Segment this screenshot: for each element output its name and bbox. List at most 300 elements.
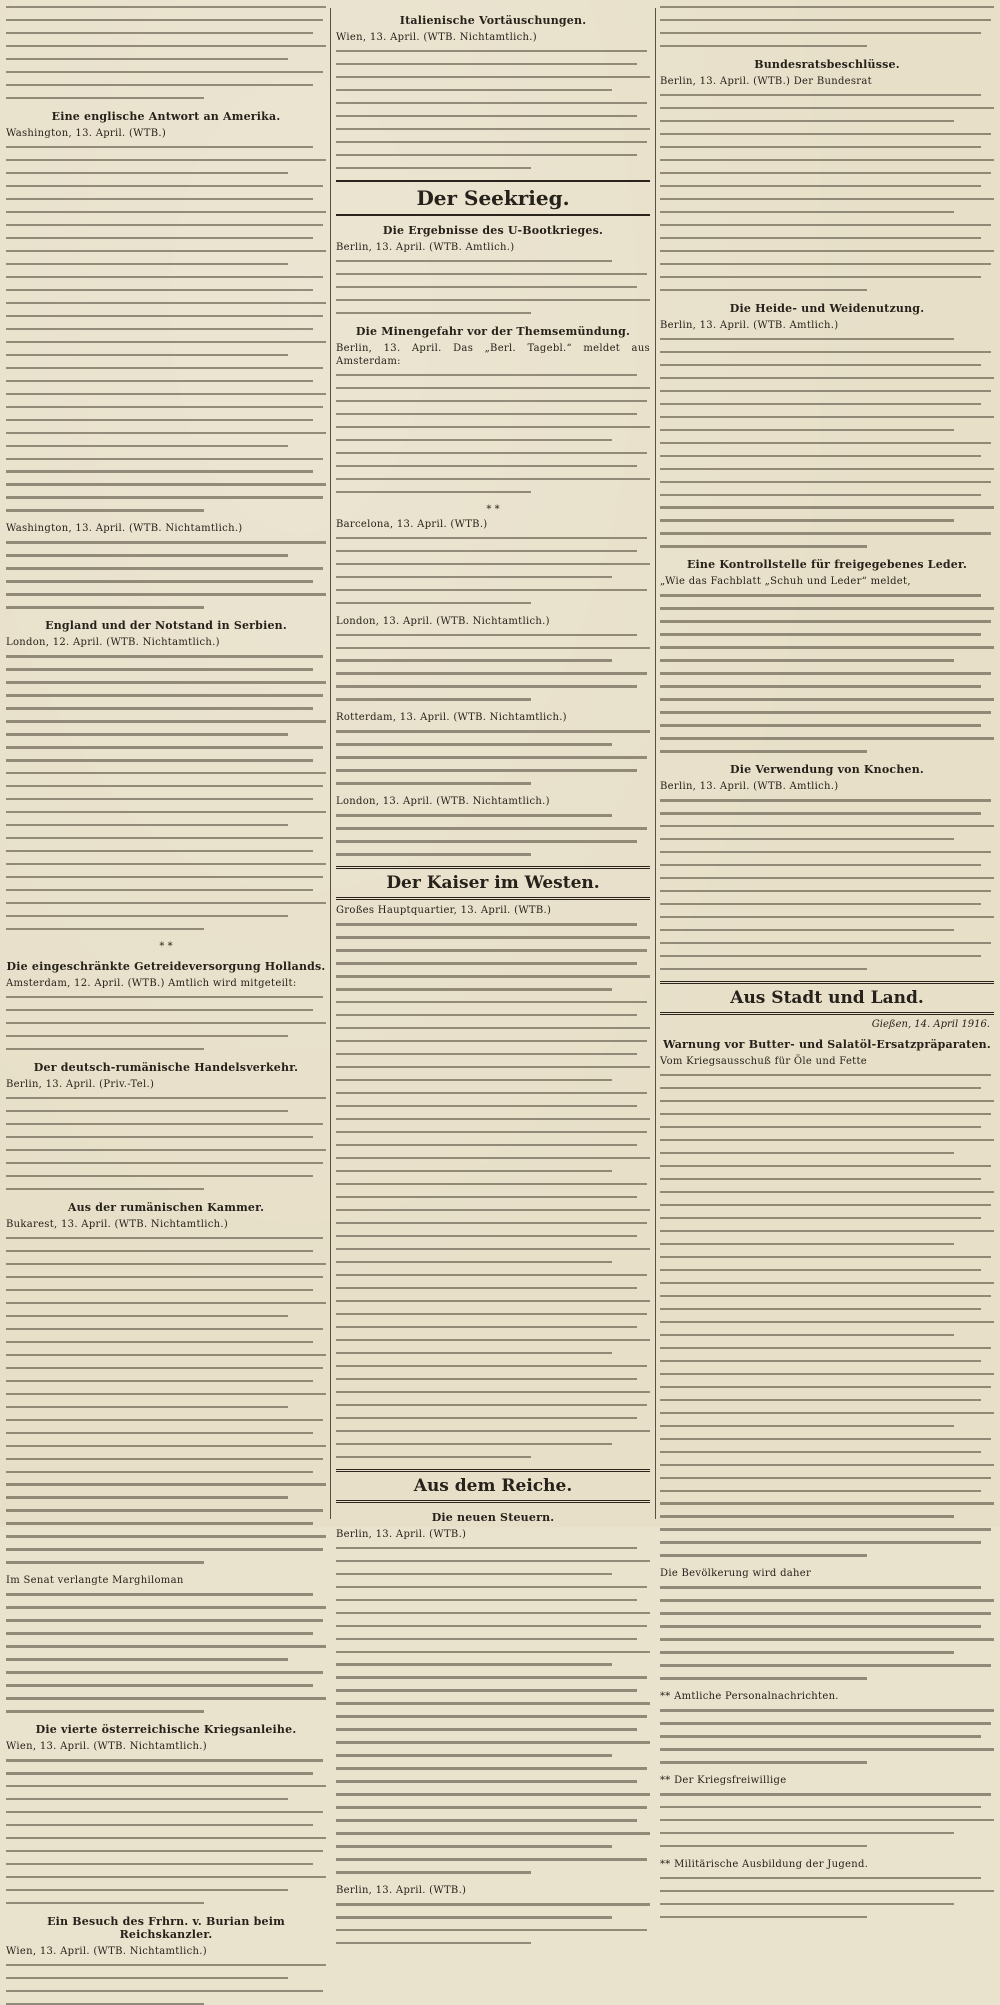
text-line [6,1367,323,1369]
article-headline: Warnung vor Butter- und Salatöl-Ersatzpräparaten. [663,1038,991,1051]
text-line [336,1287,637,1289]
text-line [336,563,650,565]
text-line [660,1243,954,1245]
text-line [6,198,313,200]
paragraph-lead: Berlin, 13. April. (Priv.-Tel.) [6,1078,155,1090]
text-line [660,506,994,508]
text-line [336,1767,647,1769]
paragraph-lead: Großes Hauptquartier, 13. April. (WTB.) [336,905,552,917]
text-line [6,1619,323,1621]
article-headline: Aus der rumänischen Kammer. [67,1200,265,1214]
paragraph-lead: Berlin, 13. April. (WTB.) Der Bundesrat [660,75,872,87]
paragraph-lead: ** Amtliche Personalnachrichten. [660,1691,839,1703]
text-line [336,1300,650,1302]
article-headline: Die eingeschränkte Getreideversorgung Hollands. [6,959,326,973]
text-line [660,851,991,853]
paragraph-lead: Washington, 13. April. (WTB.) [6,127,167,139]
text-line [660,698,994,700]
text-line [6,1432,313,1434]
text-line [336,1118,650,1120]
text-line [6,1593,313,1595]
text-line [6,1048,204,1050]
text-line [660,390,991,392]
text-line [6,707,313,709]
text-line [336,1560,650,1562]
text-line [660,825,994,827]
text-line [6,1785,326,1787]
text-line [6,541,326,543]
paragraph-lead: London, 13. April. (WTB. Nichtamtlich.) [336,615,550,627]
text-line [660,1139,994,1141]
text-line [336,756,647,758]
text-line [660,32,981,34]
text-line [660,1334,954,1336]
text-line [336,1942,531,1944]
text-line [6,1522,313,1524]
text-line [6,1606,326,1608]
text-line [660,1793,991,1795]
text-line [660,968,867,970]
text-line [660,916,994,918]
text-line [660,1204,991,1206]
text-line [336,1599,637,1601]
text-line [660,1282,994,1284]
text-line [660,1360,981,1362]
text-line [6,1445,326,1447]
text-line [6,315,323,317]
text-line [6,1393,326,1395]
text-line [660,429,954,431]
illegible-text-lines [660,1709,994,1763]
text-line [336,659,612,661]
text-line [336,1352,612,1354]
illegible-text-lines [6,655,326,930]
text-line [336,1391,650,1393]
text-line [6,863,326,865]
text-line [336,76,650,78]
text-line [660,1916,867,1918]
text-line [660,1599,994,1601]
text-line [6,1406,288,1408]
paragraph-lead: Im Senat verlangte Marghiloman [6,1575,184,1587]
illegible-text-lines [660,799,994,970]
text-line [6,302,326,304]
text-line [6,1263,326,1265]
text-line [660,1165,991,1167]
text-line [336,1326,637,1328]
text-line [660,737,994,739]
paragraph-lead: Berlin, 13. April. (WTB. Amtlich.) [336,241,515,253]
dateline: Gießen, 14. April 1916. [871,1019,990,1030]
text-line [336,936,650,938]
text-line [660,659,954,661]
text-line [660,1709,994,1711]
text-line [660,1877,981,1879]
text-line [660,237,981,239]
text-line [336,634,637,636]
text-line [660,877,994,879]
text-line [6,1188,204,1190]
text-line [336,537,647,539]
text-line [6,876,323,878]
article-headline: Eine Kontrollstelle für freigegebenes Leder. [686,558,968,572]
text-line [660,1295,991,1297]
text-line [660,172,991,174]
article-headline: Ein Besuch des Frhrn. v. Burian beim Reichskanzler. [47,1915,285,1942]
text-line [336,1430,650,1432]
text-line [336,1248,650,1250]
text-line [6,367,323,369]
text-line [336,1715,647,1717]
illegible-text-lines [660,1074,994,1557]
text-line [660,377,994,379]
text-line [6,32,313,34]
text-line [660,263,991,265]
text-line [336,1676,647,1678]
text-line [660,1845,867,1847]
text-line [6,6,326,8]
text-line [6,445,288,447]
illegible-text-lines [6,146,326,512]
text-line [336,1741,650,1743]
text-line [336,672,647,674]
text-line [6,1237,323,1239]
text-line [6,1759,323,1761]
text-line [660,403,981,405]
text-line [660,1819,994,1821]
text-line [6,915,288,917]
text-line [660,211,954,213]
text-line [660,1347,991,1349]
text-line [660,1321,994,1323]
illegible-text-lines [660,6,994,47]
column-divider [330,8,331,1519]
text-line [6,772,326,774]
text-line [336,128,650,130]
text-line [336,1903,650,1905]
text-line [336,167,531,169]
text-line [336,1819,637,1821]
text-line [6,1328,323,1330]
illegible-text-lines [336,923,650,1458]
text-line [660,607,994,609]
text-line [336,400,647,402]
text-line [660,1586,981,1588]
illegible-text-lines [336,730,650,784]
text-line [660,1528,991,1530]
text-line [6,496,323,498]
text-line [6,1697,326,1699]
text-line [336,491,531,493]
text-line [6,1889,288,1891]
article-headline: Aus Stadt und Land. [660,981,994,1015]
text-line [660,1464,994,1466]
text-line [6,19,323,21]
text-line [660,494,981,496]
text-line [660,1217,981,1219]
article-headline: Der Seekrieg. [336,180,650,216]
article-headline: Die Heide- und Weidenutzung. [729,301,925,315]
text-line [6,432,326,434]
text-line [336,465,637,467]
text-line [6,733,288,735]
article-headline: Die Minengefahr vor der Themsemündung. [355,324,631,338]
text-line [6,720,326,722]
text-line [336,1066,650,1068]
text-line [336,312,531,314]
text-line [336,602,531,604]
text-line [336,1027,650,1029]
text-line [336,698,531,700]
text-line [336,647,650,649]
text-line [336,478,650,480]
text-line [6,237,313,239]
text-line [660,1412,994,1414]
text-line [660,532,991,534]
text-line [6,470,313,472]
text-line [6,759,313,761]
text-line [336,1105,637,1107]
text-line [660,1490,981,1492]
text-line [336,154,637,156]
text-line [660,903,981,905]
text-line [660,1438,991,1440]
text-line [660,364,981,366]
text-line [336,1365,647,1367]
text-line [6,1162,323,1164]
text-line [660,1761,867,1763]
text-line [660,481,991,483]
text-line [336,141,647,143]
text-line [6,694,323,696]
paragraph-lead: Bukarest, 13. April. (WTB. Nichtamtlich.) [6,1218,229,1230]
text-line [336,1793,650,1795]
text-line [6,811,326,813]
paragraph-lead: Berlin, 13. April. (WTB.) [336,1885,467,1897]
text-line [6,1863,313,1865]
text-line [6,250,326,252]
separator-stars: * * [159,940,173,952]
text-line [6,1684,313,1686]
paragraph-lead: Barcelona, 13. April. (WTB.) [336,518,488,530]
text-line [660,1832,954,1834]
text-line [6,341,326,343]
illegible-text-lines [6,1964,326,2005]
text-line [660,1126,981,1128]
paragraph-lead: „Wie das Fachblatt „Schuh und Leder“ meldet, [660,576,911,588]
paragraph-lead: Washington, 13. April. (WTB. Nichtamtlich.) [6,523,243,535]
column-divider [655,8,656,1519]
text-line [660,620,991,622]
illegible-text-lines [6,1097,326,1190]
text-line [660,1425,954,1427]
text-line [6,263,288,265]
text-line [660,1256,991,1258]
text-line [6,850,313,852]
text-line [6,1658,288,1660]
text-line [6,1548,323,1550]
text-line [660,289,867,291]
text-line [660,955,981,957]
text-line [660,929,954,931]
illegible-text-lines [336,634,650,701]
text-line [6,1710,204,1712]
text-line [336,50,647,52]
text-line [660,1651,954,1653]
text-line [336,1573,612,1575]
text-line [660,545,867,547]
paragraph-lead: ** Militärische Ausbildung der Jugend. [660,1859,869,1871]
text-line [6,1509,323,1511]
text-line [336,1638,637,1640]
article-headline: Der Kaiser im Westen. [336,866,650,900]
text-line [6,1276,323,1278]
text-line [336,853,531,855]
text-line [336,452,647,454]
illegible-text-lines [336,1903,650,1944]
illegible-text-lines [6,541,326,608]
text-line [660,1612,991,1614]
illegible-text-lines [660,1586,994,1679]
text-line [660,1152,954,1154]
text-line [6,71,323,73]
text-line [6,159,326,161]
text-line [660,1806,981,1808]
text-line [336,102,647,104]
text-line [660,864,981,866]
column-left [6,6,326,1958]
article-headline: Die vierte österreichische Kriegsanleihe. [35,1723,297,1737]
text-line [6,1123,323,1125]
text-line [336,1916,612,1918]
paragraph-lead: Berlin, 13. April. Das „Berl. Tagebl.“ meldet aus Amsterdam: [336,342,650,367]
text-line [660,468,994,470]
text-line [336,1157,650,1159]
text-line [336,589,647,591]
text-line [660,224,991,226]
text-line [336,1092,647,1094]
text-line [660,799,991,801]
text-line [660,185,981,187]
text-line [660,1087,981,1089]
text-line [660,416,994,418]
text-line [660,107,994,109]
text-line [336,1040,647,1042]
text-line [660,1269,981,1271]
text-line [6,1009,313,1011]
text-line [336,962,637,964]
text-line [336,730,650,732]
illegible-text-lines [6,1759,326,1904]
text-line [336,1196,637,1198]
illegible-text-lines [660,94,994,291]
column-right [660,6,994,1871]
text-line [6,1341,313,1343]
text-line [336,387,650,389]
text-line [6,1149,326,1151]
illegible-text-lines [660,594,994,752]
text-line [6,593,326,595]
text-line [660,442,991,444]
text-line [6,1315,288,1317]
text-line [660,1451,981,1453]
text-line [6,1990,323,1992]
paragraph-lead: Rotterdam, 13. April. (WTB. Nichtamtlich.) [336,712,567,724]
article-headline: Bundesratsbeschlüsse. [754,57,900,71]
text-line [6,655,323,657]
text-line [6,419,313,421]
text-line [6,1110,288,1112]
text-line [336,923,637,925]
article-headline: Die Verwendung von Knochen. [730,763,924,777]
text-line [660,338,954,340]
text-line [336,1443,612,1445]
text-line [336,1274,647,1276]
text-line [6,837,323,839]
text-line [336,1586,647,1588]
paragraph-lead: Berlin, 13. April. (WTB.) [336,1528,467,1540]
text-line [6,1824,313,1826]
text-line [660,1554,867,1556]
text-line [6,58,288,60]
text-line [336,1780,637,1782]
text-line [336,439,612,441]
text-line [6,1977,288,1979]
illegible-text-lines [336,50,650,169]
text-line [660,724,981,726]
paragraph-lead: Die Bevölkerung wird daher [660,1568,812,1580]
text-line [660,1502,994,1504]
text-line [6,1964,326,1966]
article-headline: Italienische Vortäuschungen. [399,14,587,27]
illegible-text-lines [6,6,326,99]
text-line [6,1136,313,1138]
illegible-text-lines [660,1793,994,1847]
text-line [660,1113,991,1115]
text-line [660,1178,981,1180]
text-line [6,1354,326,1356]
illegible-text-lines [6,996,326,1050]
text-line [6,1561,204,1563]
text-line [336,1014,637,1016]
text-line [660,672,991,674]
text-line [6,1458,323,1460]
text-line [6,1483,326,1485]
text-line [660,594,981,596]
text-line [336,1079,612,1081]
text-line [336,1871,531,1873]
text-line [660,1308,981,1310]
illegible-text-lines [6,1593,326,1712]
text-line [6,1902,204,1904]
text-line [6,1798,288,1800]
paragraph-lead: Wien, 13. April. (WTB. Nichtamtlich.) [6,1946,207,1958]
text-line [6,580,313,582]
text-line [6,889,313,891]
text-line [660,198,994,200]
illegible-text-lines [660,1877,994,1918]
text-line [6,1022,326,1024]
text-line [336,374,637,376]
text-line [336,1131,647,1133]
paragraph-lead: Wien, 13. April. (WTB. Nichtamtlich.) [6,1741,207,1753]
text-line [336,550,637,552]
text-line [6,567,323,569]
text-line [6,1496,288,1498]
text-line [336,1832,650,1834]
text-line [660,1074,991,1076]
text-line [660,711,991,713]
